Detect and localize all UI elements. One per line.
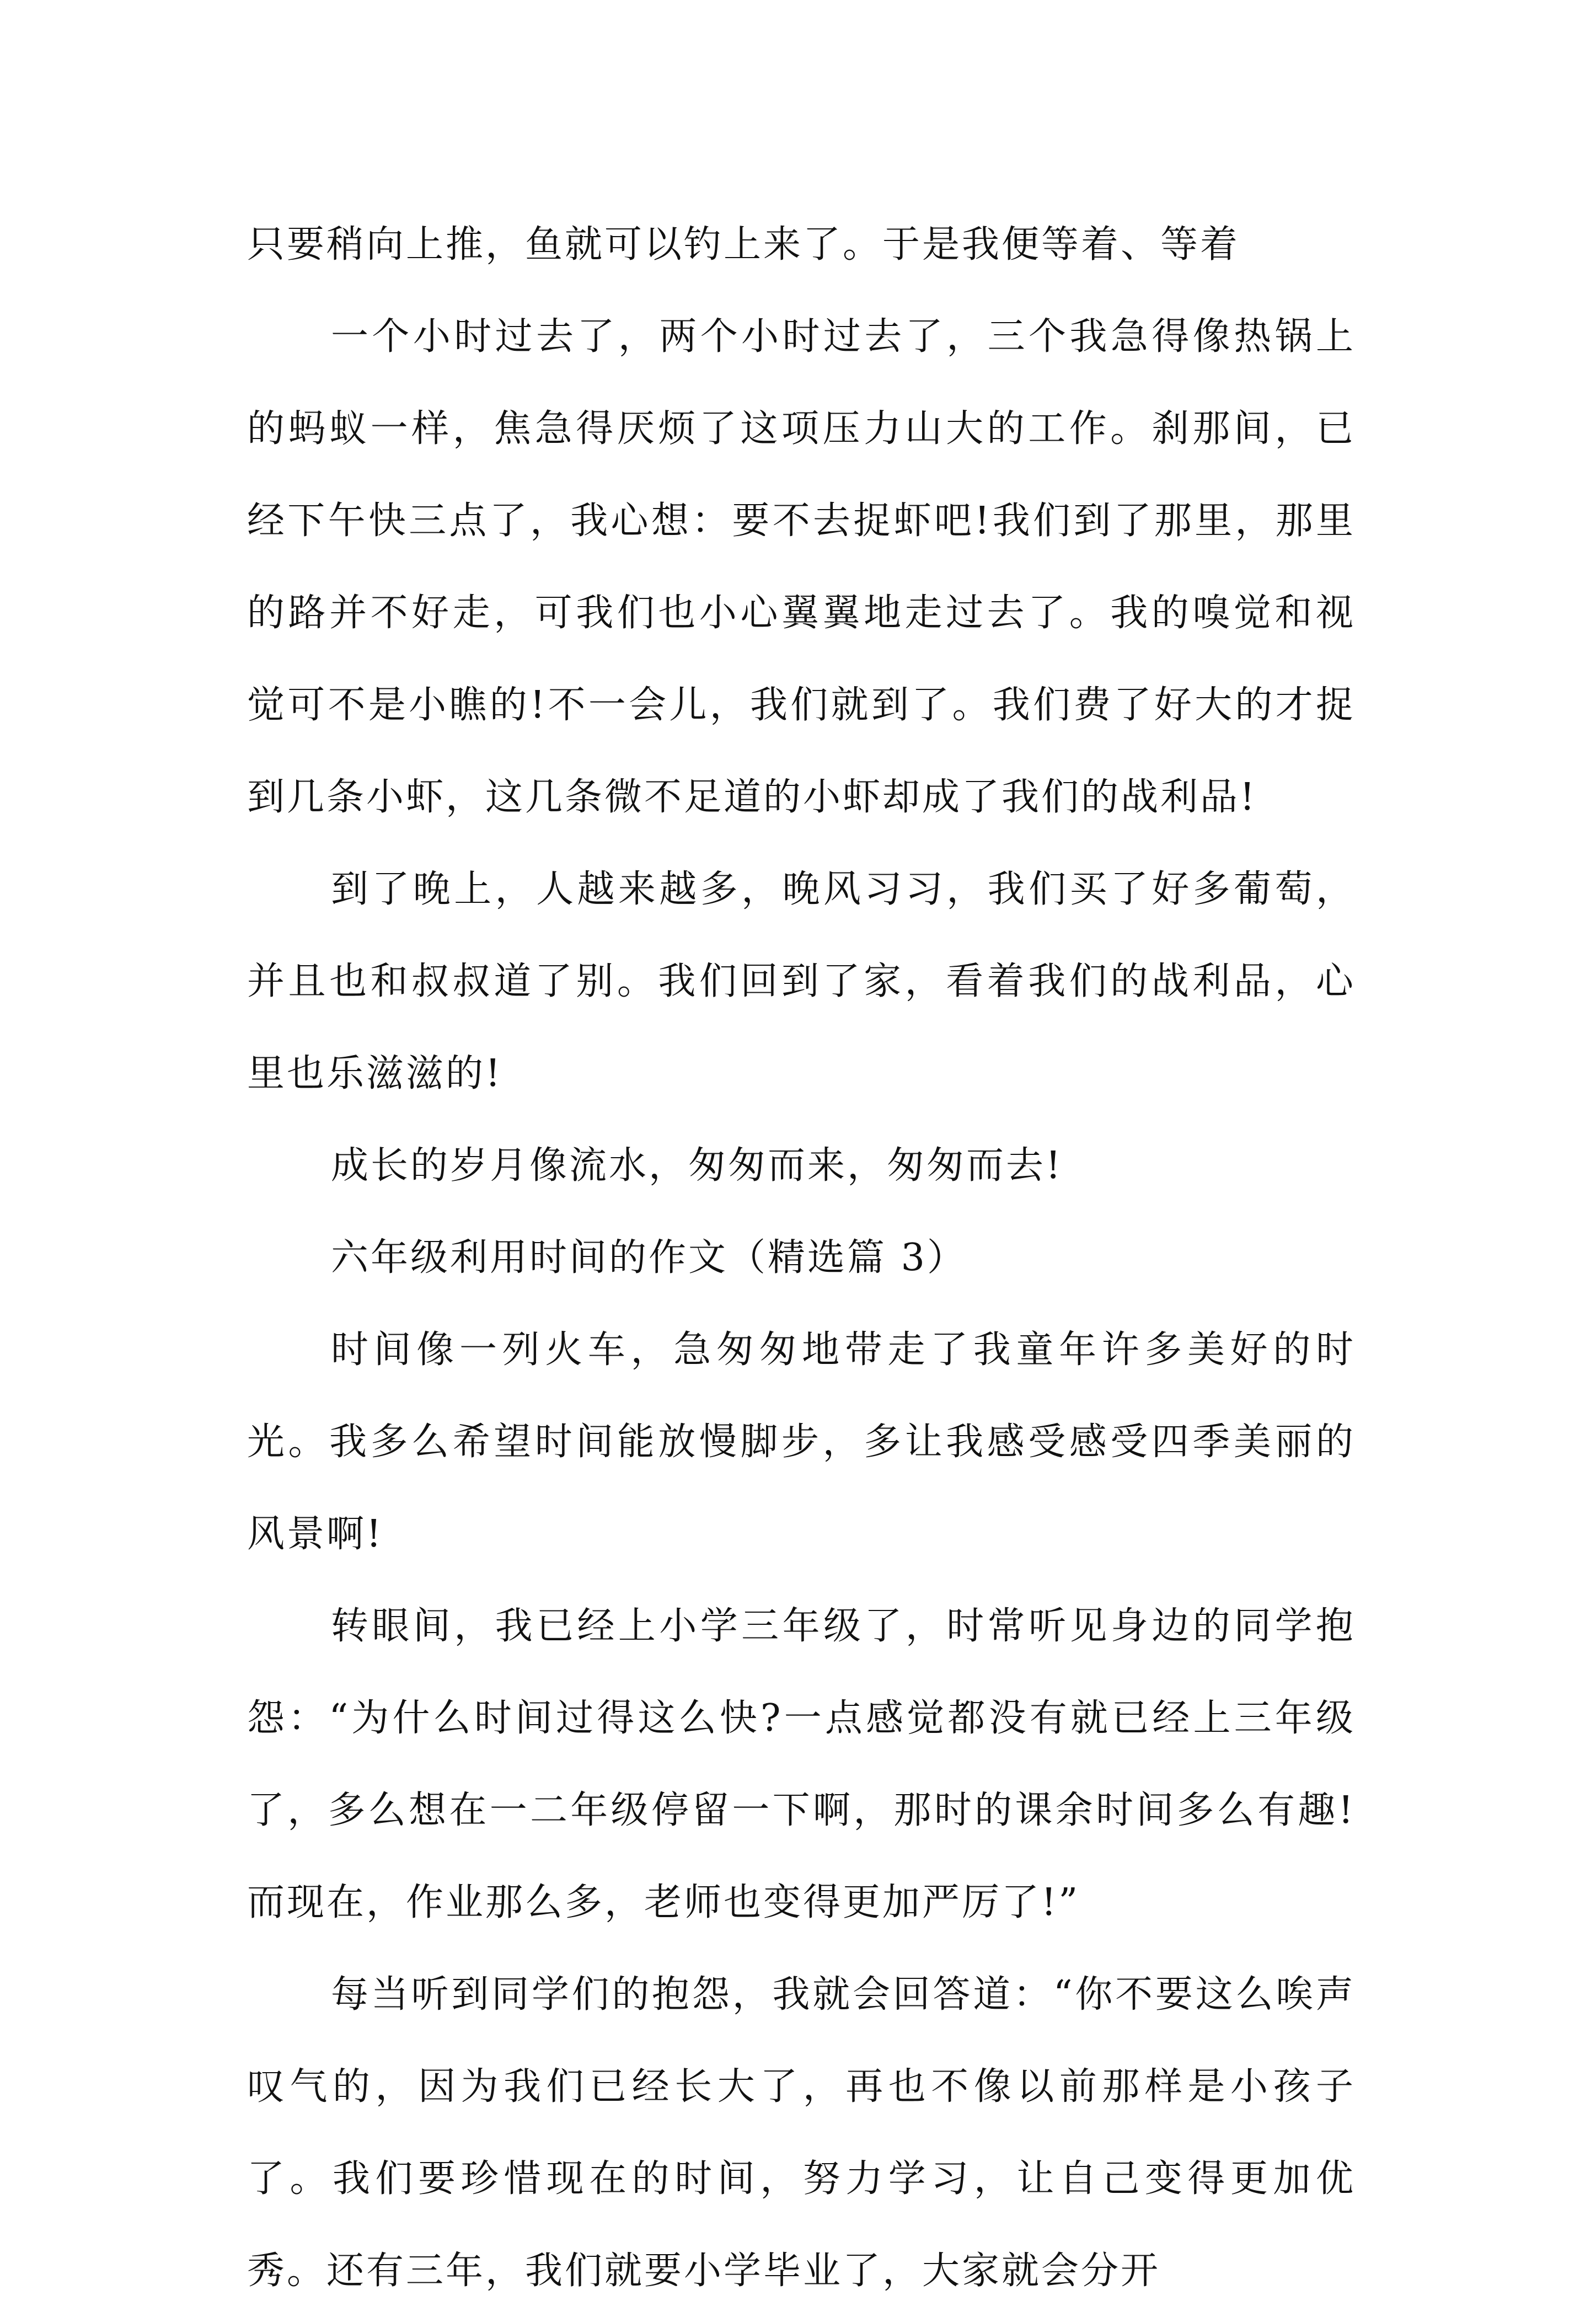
paragraph: 每当听到同学们的抱怨，我就会回答道：“你不要这么唉声叹气的，因为我们已经长大了，再也不像以前那样是小孩子了。我们要珍惜现在的时间，努力学习，让自己变得更加优秀。还有三年，我们就要小学毕业了，大家就会分开 bbox=[247, 1973, 1356, 2293]
paragraph: 到了晚上，人越来越多，晚风习习，我们买了好多葡萄，并且也和叔叔道了别。我们回到了家，看着我们的战利品，心里也乐滋滋的! bbox=[247, 868, 1356, 1095]
paragraph: 转眼间，我已经上小学三年级了，时常听见身边的同学抱怨：“为什么时间过得这么快?一点感觉都没有就已经上三年级了，多么想在一二年级停留一下啊，那时的课余时间多么有趣!而现在，作业那么多，老师也变得更加严厉了!” bbox=[247, 1604, 1356, 1924]
paragraph: 一个小时过去了，两个小时过去了，三个我急得像热锅上的蚂蚁一样，焦急得厌烦了这项压力山大的工作。刹那间，已经下午快三点了，我心想：要不去捉虾吧!我们到了那里，那里的路并不好走，可我们也小心翼翼地走过去了。我的嗅觉和视觉可不是小瞧的!不一会儿，我们就到了。我们费了好大的才捉到几条小虾，这几条微不足道的小虾却成了我们的战利品! bbox=[247, 315, 1356, 819]
body-text bbox=[247, 199, 1356, 2317]
paragraph: 只要稍向上推，鱼就可以钓上来了。于是我便等着、等着 bbox=[247, 223, 1240, 266]
section-heading: 六年级利用时间的作文（精选篇 3） bbox=[331, 1236, 967, 1280]
paragraph: 时间像一列火车，急匆匆地带走了我童年许多美好的时光。我多么希望时间能放慢脚步，多让我感受感受四季美丽的风景啊! bbox=[247, 1328, 1356, 1556]
paragraph: 成长的岁月像流水，匆匆而来，匆匆而去! bbox=[331, 1144, 1063, 1187]
